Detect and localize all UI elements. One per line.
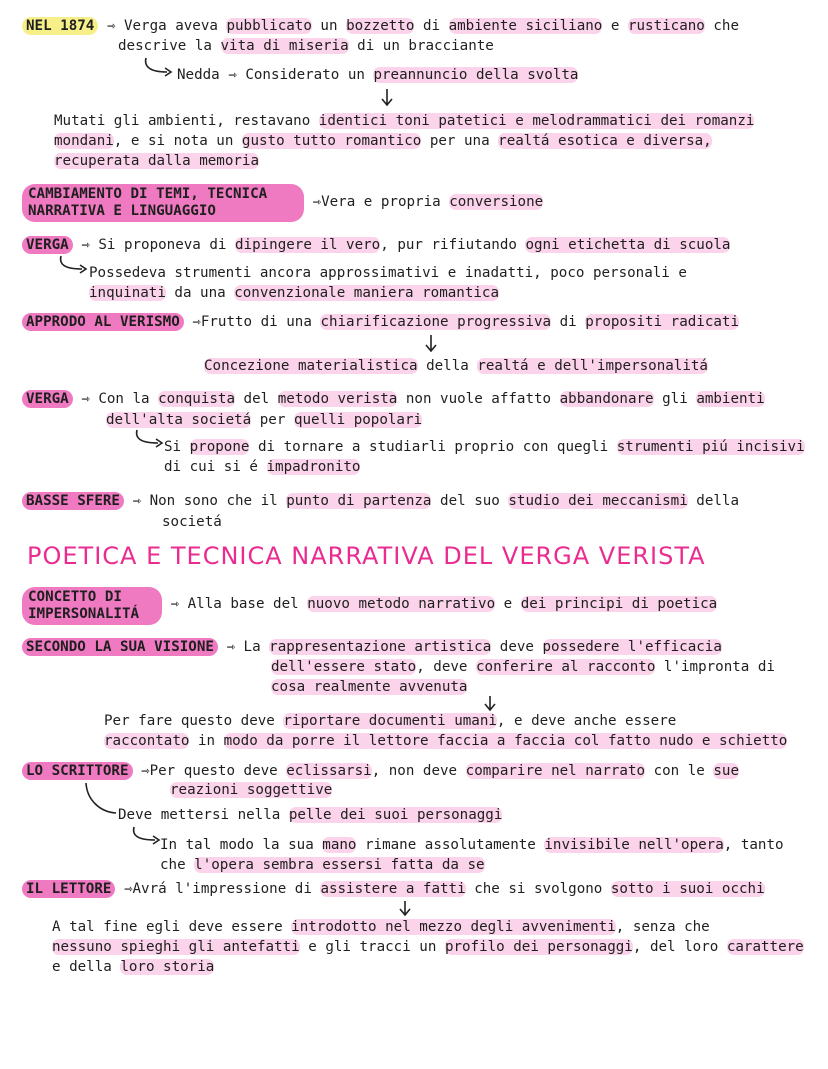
mutati-line3: recuperata dalla memoria <box>54 153 259 169</box>
cambiamento-tag: CAMBIAMENTO DI TEMI, TECNICA NARRATIVA E LINGUAGGIO <box>22 184 304 222</box>
arrow-icon: ⇾ <box>304 194 322 210</box>
scrittore-line5: che l'opera sembra essersi fatta da se <box>160 857 485 873</box>
section-title: POETICA E TECNICA NARRATIVA DEL VERGA VERISTA <box>27 542 706 570</box>
perfare-line2: raccontato in modo da porre il lettore faccia a faccia col fatto nudo e schietto <box>104 733 788 749</box>
nel1874-tag: NEL 1874 <box>22 17 98 35</box>
lettore-line1: IL LETTORE ⇾Avrá l'impressione di assistere a fatti che si svolgono sotto i suoi occhi <box>22 880 765 899</box>
mutati-line1: Mutati gli ambienti, restavano identici toni patetici e melodrammatici dei romanzi <box>54 113 755 129</box>
secondo-line1: SECONDO LA SUA VISIONE ⇾ La rappresentazione artistica deve possedere l'efficacia <box>22 638 722 657</box>
verga1-line3: inquinati da una convenzionale maniera romantica <box>89 285 500 301</box>
scrittore-line1: LO SCRITTORE ⇾Per questo deve eclissarsi, non deve comparire nel narrato con le sue <box>22 762 739 781</box>
secondo-line2: dell'essere stato, deve conferire al racconto l'impronta di <box>271 659 775 675</box>
approdo-line2: Concezione materialistica della realtá e dell'impersonalitá <box>204 358 708 374</box>
down-arrow-icon <box>483 695 497 713</box>
lettore-line4: e della loro storia <box>52 959 215 975</box>
branch-arrow-icon <box>58 255 88 279</box>
lettore-tag: IL LETTORE <box>22 880 115 898</box>
concetto-tag: CONCETTO DI IMPERSONALITÁ <box>22 587 162 625</box>
scrittore-line2: reazioni soggettive <box>170 782 333 798</box>
lettore-line3: nessuno spieghi gli antefatti e gli tracci un profilo dei personaggi, del loro carattere <box>52 939 804 955</box>
down-arrow-icon <box>380 88 394 108</box>
basse-tag: BASSE SFERE <box>22 492 124 510</box>
verga1-tag: VERGA <box>22 236 73 254</box>
arrow-icon: ⇾ <box>132 763 150 779</box>
verga2-line1: VERGA ⇾ Con la conquista del metodo verista non vuole affatto abbandonare gli ambienti <box>22 390 765 409</box>
verga2-tag: VERGA <box>22 390 73 408</box>
basse-line2: societá <box>162 514 222 530</box>
arrow-icon: ⇾ <box>162 596 188 612</box>
basse-line1: BASSE SFERE ⇾ Non sono che il punto di partenza del suo studio dei meccanismi della <box>22 492 739 511</box>
arrow-icon: ⇾ <box>217 639 244 655</box>
verga2-line4: di cui si é impadronito <box>164 459 361 475</box>
nel1874-line2: descrive la vita di miseria di un bracciante <box>118 38 494 54</box>
arrow-icon: ⇾ <box>72 237 99 253</box>
secondo-tag: SECONDO LA SUA VISIONE <box>22 638 218 656</box>
verga1-line1: VERGA ⇾ Si proponeva di dipingere il vero, pur rifiutando ogni etichetta di scuola <box>22 236 730 255</box>
approdo-tag: APPRODO AL VERISMO <box>22 313 184 331</box>
lettore-line2: A tal fine egli deve essere introdotto nel mezzo degli avvenimenti, senza che <box>52 919 710 935</box>
scrittore-tag: LO SCRITTORE <box>22 762 133 780</box>
down-arrow-icon <box>398 900 412 918</box>
nedda-line: Nedda ⇾ Considerato un preannuncio della svolta <box>177 67 579 83</box>
scrittore-line4: In tal modo la sua mano rimane assolutamente invisibile nell'opera, tanto <box>160 837 784 853</box>
arrow-icon: ⇾ <box>98 18 124 34</box>
perfare-line1: Per fare questo deve riportare documenti umani, e deve anche essere <box>104 713 677 729</box>
down-arrow-icon <box>424 334 438 354</box>
cambiamento-line: CAMBIAMENTO DI TEMI, TECNICA NARRATIVA E LINGUAGGIO ⇾Vera e propria conversione <box>22 184 543 222</box>
arrow-icon: ⇾ <box>123 493 150 509</box>
arrow-icon: ⇾ <box>183 314 201 330</box>
nel1874-line1: NEL 1874 ⇾ Verga aveva pubblicato un bozzetto di ambiente siciliano e rusticano che <box>22 17 739 36</box>
arrow-icon: ⇾ <box>72 391 99 407</box>
branch-line-icon <box>84 782 118 816</box>
verga1-line2: Possedeva strumenti ancora approssimativi e inadatti, poco personali e <box>89 265 687 281</box>
branch-arrow-icon <box>131 826 161 850</box>
branch-arrow-icon <box>143 56 173 80</box>
approdo-line1: APPRODO AL VERISMO ⇾Frutto di una chiarificazione progressiva di propositi radicati <box>22 313 739 332</box>
scrittore-line3: Deve mettersi nella pelle dei suoi personaggi <box>118 807 503 823</box>
concetto-line: CONCETTO DI IMPERSONALITÁ ⇾ Alla base del nuovo metodo narrativo e dei principi di poetica <box>22 587 717 625</box>
verga2-line2: dell'alta societá per quelli popolari <box>106 412 423 428</box>
verga2-line3: Si propone di tornare a studiarli proprio con quegli strumenti piú incisivi <box>164 439 805 455</box>
arrow-icon: ⇾ <box>115 881 133 897</box>
mutati-line2: mondani, e si nota un gusto tutto romantico per una realtá esotica e diversa, <box>54 133 712 149</box>
branch-arrow-icon <box>134 429 164 453</box>
secondo-line3: cosa realmente avvenuta <box>271 679 468 695</box>
